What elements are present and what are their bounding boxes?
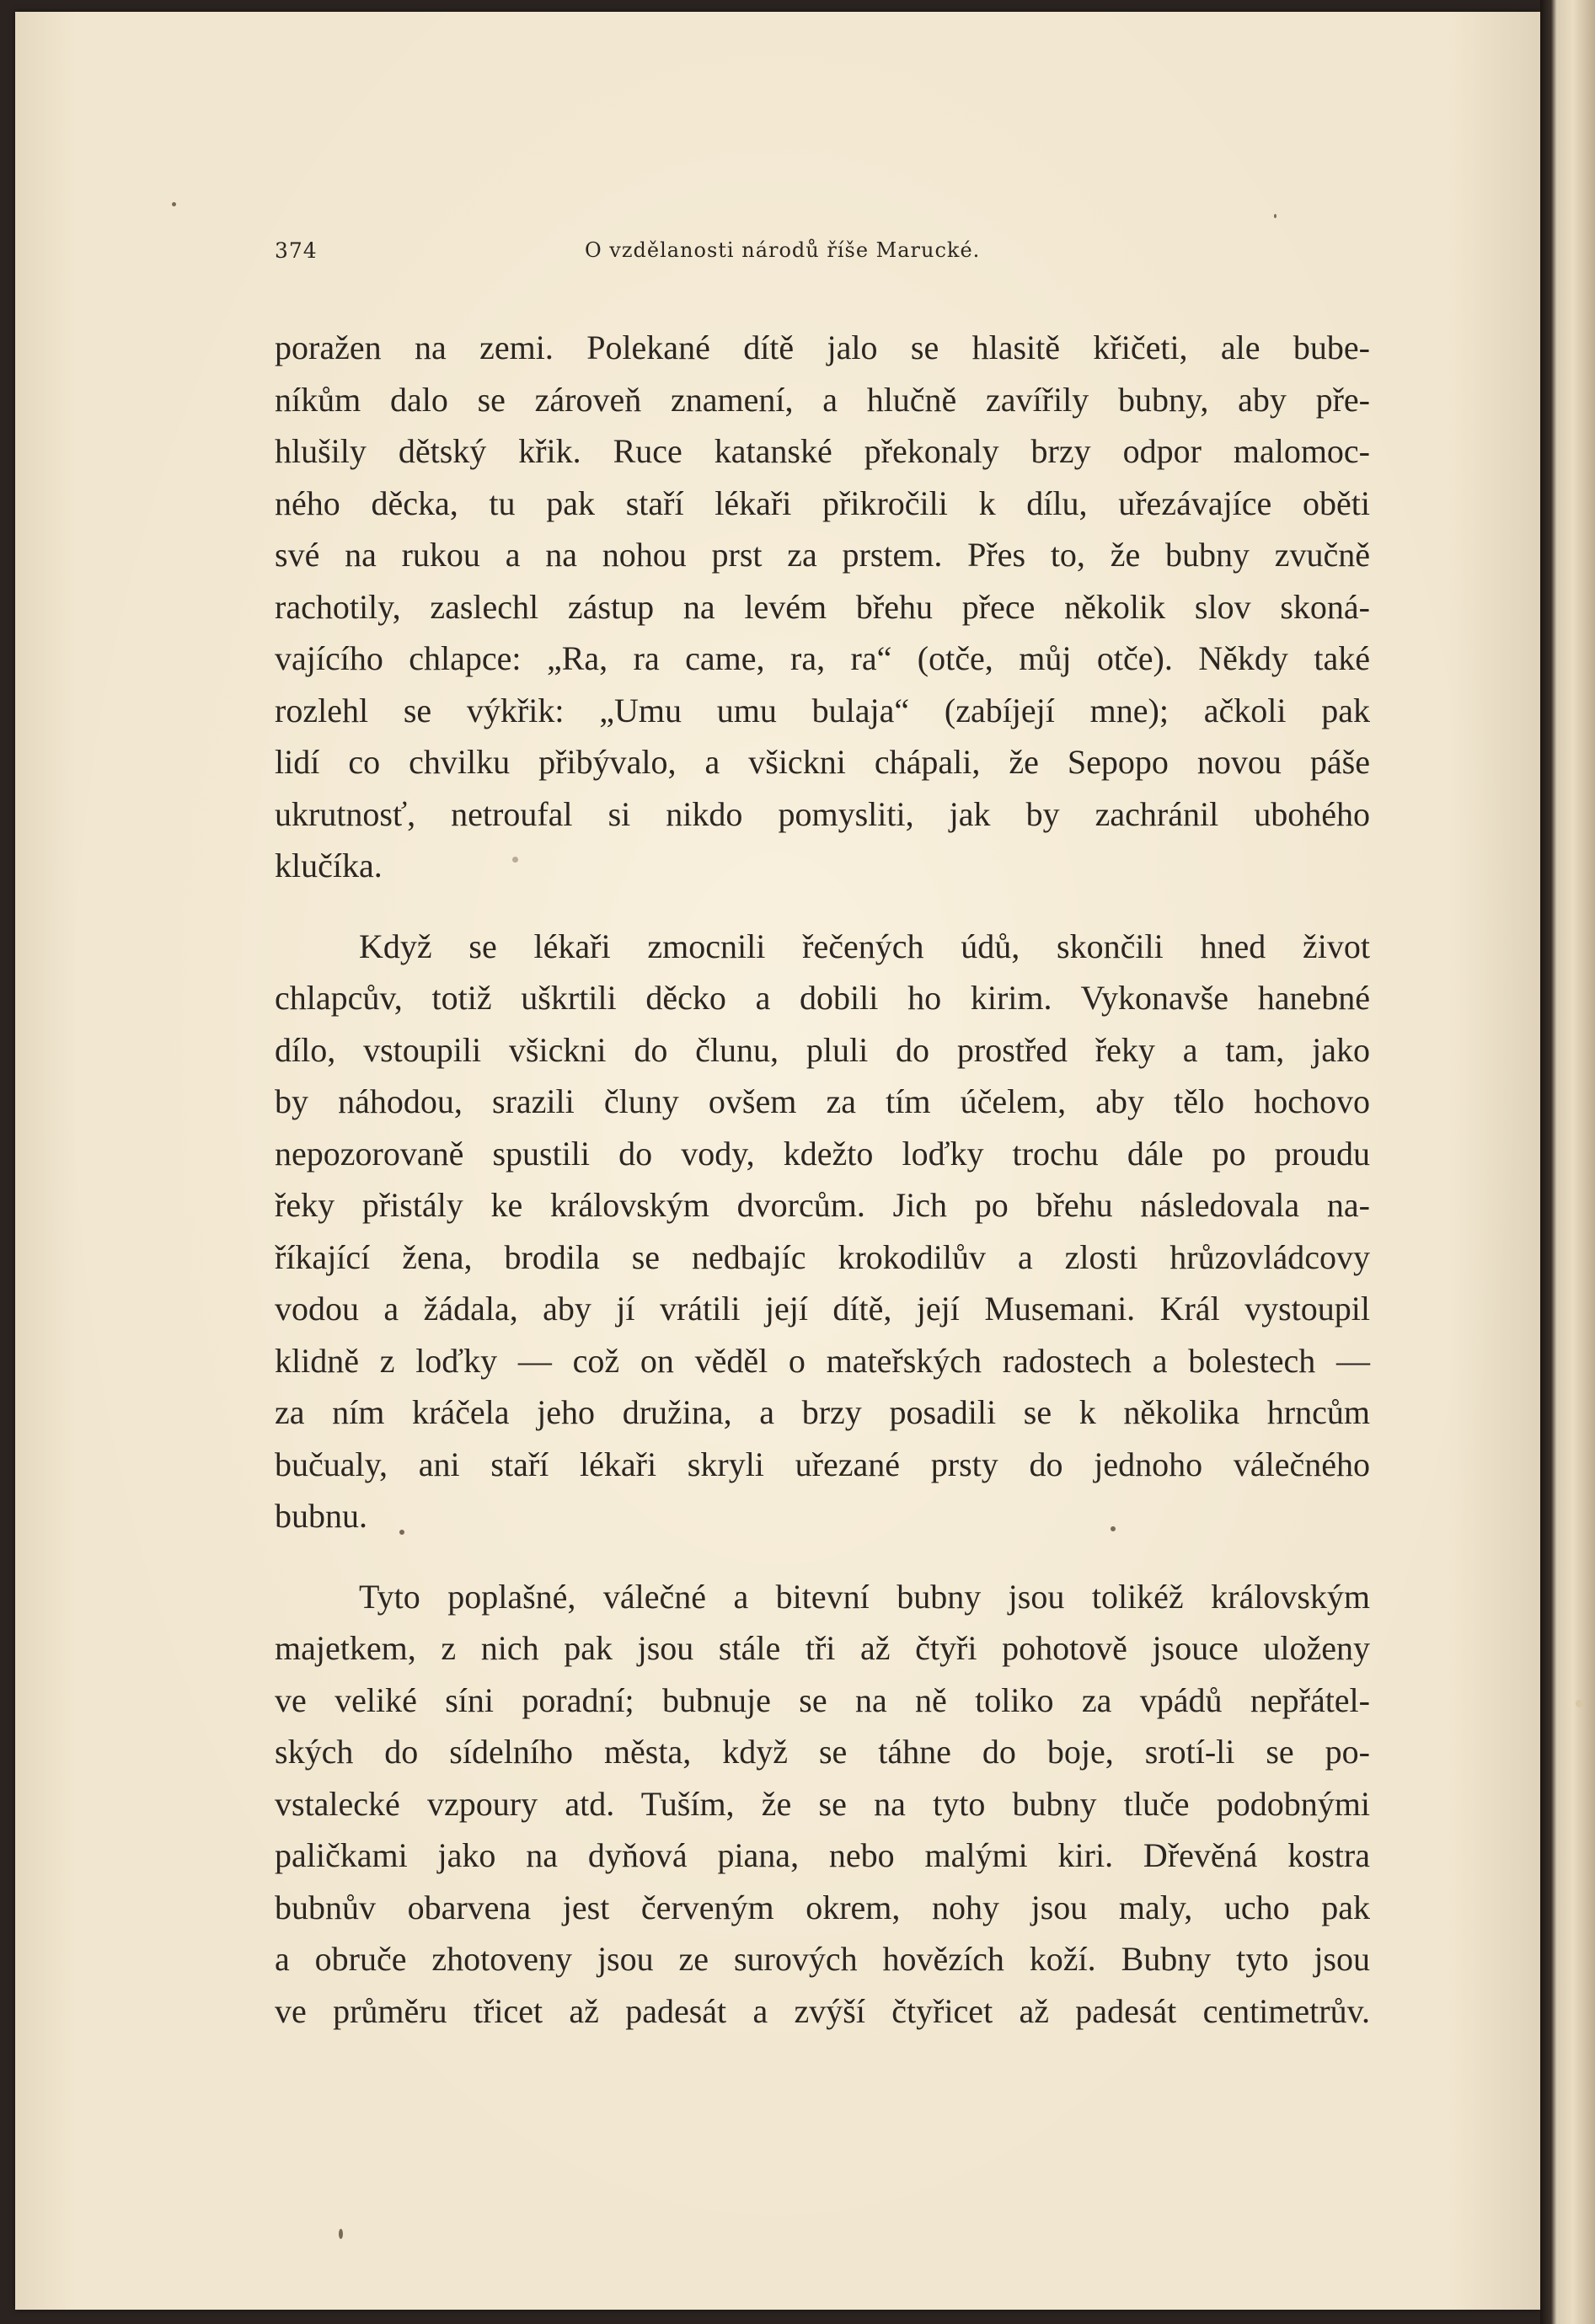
text-line: nepozorovaně spustili do vody, kdežto loďky trochu dále po proudu	[275, 1134, 1370, 1173]
text-line: své na rukou a na nohou prst za prstem. Přes to, že bubny zvučně	[275, 536, 1370, 574]
text-line: ného děcka, tu pak staří lékaři přikročili k dílu, uřezávajíce oběti	[275, 483, 1370, 522]
text-line: za ním kráčela jeho družina, a brzy posadili se k několika hrncům	[275, 1393, 1370, 1431]
paper-speck	[339, 2229, 343, 2239]
text-line: paličkami jako na dyňová piana, nebo malými kiri. Dřevěná kostra	[275, 1836, 1370, 1874]
text-line: vodou a žádala, aby jí vrátili její dítě, její Musemani. Král vystoupil	[275, 1290, 1370, 1328]
text-line: by náhodou, srazili čluny ovšem za tím účelem, aby tělo hochovo	[275, 1082, 1370, 1120]
text-line: bubnu.	[275, 1497, 367, 1535]
text-line: Tyto poplašné, válečné a bitevní bubny jsou tolikéž královským	[359, 1577, 1370, 1616]
text-line: vstalecké vzpoury atd. Tuším, že se na tyto bubny tluče podobnými	[275, 1784, 1370, 1823]
text-line: dílo, vstoupili všickni do člunu, pluli do prostřed řeky a tam, jako	[275, 1030, 1370, 1069]
text-line: ve průměru třicet až padesát a zvýší čtyřicet až padesát centimetrův.	[275, 1991, 1370, 2030]
paragraph	[275, 1571, 1370, 2038]
text-line: Když se lékaři zmocnili řečených údů, skončili hned život	[359, 927, 1370, 965]
paper-speck	[172, 202, 176, 206]
text-line: ských do sídelního města, když se táhne do boje, srotí-li se po-	[275, 1733, 1370, 1771]
text-line: říkající žena, brodila se nedbajíc krokodilův a zlosti hrůzovládcovy	[275, 1237, 1370, 1276]
paper-speck	[1576, 1700, 1583, 1707]
text-line: vajícího chlapce: „Ra, ra came, ra, ra“ (otče, můj otče). Někdy také	[275, 639, 1370, 677]
text-line: rozlehl se výkřik: „Umu umu bulaja“ (zabíjejí mne); ačkoli pak	[275, 691, 1370, 729]
page-header	[275, 238, 1370, 272]
text-line: ukrutnosť, netroufal si nikdo pomysliti, jak by zachránil ubohého	[275, 794, 1370, 833]
text-line: majetkem, z nich pak jsou stále tři až čtyři pohotově jsouce uloženy	[275, 1629, 1370, 1667]
text-line: lidí co chvilku přibývalo, a všickni chápali, že Sepopo novou páše	[275, 743, 1370, 781]
text-line: a obruče zhotoveny jsou ze surových hovězích koží. Bubny tyto jsou	[275, 1940, 1370, 1978]
text-line: hlušily dětský křik. Ruce katanské překonaly brzy odpor malomoc-	[275, 432, 1370, 470]
paper-speck	[1274, 214, 1277, 218]
paragraph	[275, 322, 1370, 892]
text-line: klidně z loďky — což on věděl o mateřských radostech a bolestech —	[275, 1341, 1370, 1380]
running-title: O vzdělanosti národů říše Marucké.	[585, 238, 981, 262]
page-number: 374	[275, 238, 318, 263]
paragraph-gap	[275, 892, 1370, 921]
body-text	[275, 322, 1370, 2037]
book-binding-edge	[1540, 0, 1595, 2324]
text-line: řeky přistály ke královským dvorcům. Jich po břehu následovala na-	[275, 1186, 1370, 1224]
text-line: bubnův obarvena jest červeným okrem, nohy jsou maly, ucho pak	[275, 1888, 1370, 1926]
paragraph	[275, 921, 1370, 1542]
text-line: níkům dalo se zároveň znamení, a hlučně zavířily bubny, aby pře-	[275, 380, 1370, 419]
text-line: poražen na zemi. Polekané dítě jalo se hlasitě křičeti, ale bube-	[275, 329, 1370, 366]
text-line: chlapcův, totiž uškrtili děcko a dobili ho kirim. Vykonavše hanebné	[275, 979, 1370, 1017]
paragraph-gap	[275, 1542, 1370, 1571]
text-line: ve veliké síni poradní; bubnuje se na ně toliko za vpádů nepřátel-	[275, 1680, 1370, 1719]
text-line: klučíka.	[275, 847, 383, 884]
text-line: bučualy, ani staří lékaři skryli uřezané prsty do jednoho válečného	[275, 1445, 1370, 1483]
text-line: rachotily, zaslechl zástup na levém břehu přece několik slov skoná-	[275, 587, 1370, 626]
